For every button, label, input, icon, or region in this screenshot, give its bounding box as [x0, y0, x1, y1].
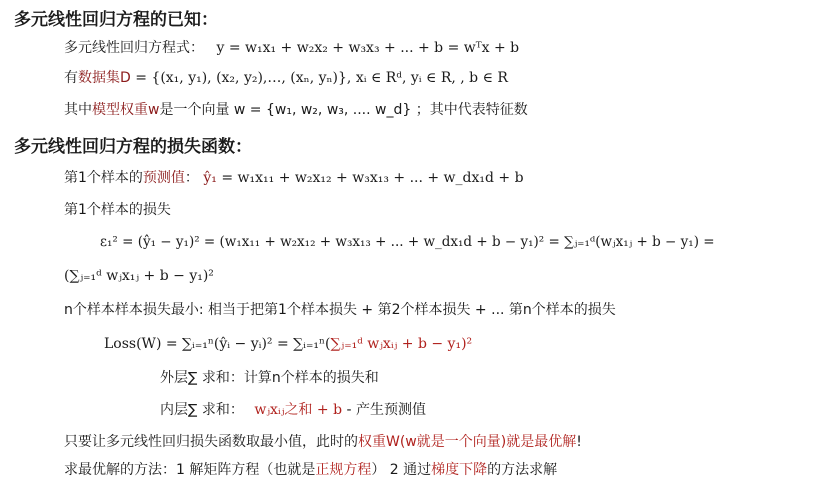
method-normal-equation: 正规方程	[315, 462, 372, 478]
goal-prefix: 只要让多元线性回归损失函数取最小值，此时的	[64, 434, 358, 450]
loss-formula-inner: ∑ⱼ₌₁ᵈ wⱼxᵢⱼ + b − y₁)²	[330, 336, 473, 352]
regression-formula: y = w₁x₁ + w₂x₂ + w₃x₃ + ... + b = wᵀx + b	[216, 40, 520, 56]
dataset-prefix: 有	[64, 70, 78, 86]
epsilon-continuation: (∑ⱼ₌₁ᵈ wⱼx₁ⱼ + b − y₁)²	[64, 268, 214, 284]
sample1-loss-label: 第1个样本的损失	[64, 202, 171, 218]
inner-sum-label: 内层∑ 求和：	[160, 402, 244, 418]
weight-line	[64, 100, 528, 120]
weight-term: 模型权重w	[92, 102, 160, 118]
dataset-line	[64, 68, 508, 88]
prediction-yhat: ŷ₁	[203, 170, 217, 186]
method-line	[64, 460, 557, 480]
dataset-term: 数据集D	[78, 70, 131, 86]
formula-line	[64, 38, 519, 58]
prediction-line	[64, 168, 524, 188]
weight-definition: 是一个向量 w = {w₁, w₂, w₃, .... w_d} ；其中代表特征数	[159, 102, 528, 118]
epsilon-formula: ε₁² = (ŷ₁ − y₁)² = (w₁x₁₁ + w₂x₁₂ + w₃x₁₃ + ... + w_dx₁d + b − y₁)² = ∑ⱼ₌₁ᵈ(wⱼx₁ⱼ + b − y₁) =	[100, 234, 715, 250]
prediction-prefix: 第1个样本的	[64, 170, 143, 186]
method-suffix: 的方法求解	[487, 462, 558, 478]
formula-label: 多元线性回归方程式：	[64, 40, 204, 56]
prediction-term: 预测值	[142, 170, 185, 186]
goal-line	[64, 432, 582, 452]
goal-highlight: 权重W(w就是一个向量)就是最优解	[358, 434, 577, 450]
method-prefix: 求最优解的方法：1 解矩阵方程（也就是	[64, 462, 316, 478]
heading-known: 多元线性回归方程的已知：	[14, 10, 218, 30]
goal-suffix: !	[576, 434, 582, 450]
loss-function-line	[104, 334, 472, 354]
weight-prefix: 其中	[64, 102, 92, 118]
loss-formula: Loss(W) = ∑ᵢ₌₁ⁿ(ŷᵢ − yᵢ)² = ∑ᵢ₌₁ⁿ(	[104, 336, 331, 352]
method-middle: ） 2 通过	[371, 462, 432, 478]
inner-sum-description: - 产生预测值	[342, 402, 426, 418]
prediction-formula: = w₁x₁₁ + w₂x₁₂ + w₃x₁₃ + ... + w_dx₁d + b	[216, 170, 524, 186]
dataset-definition: = {(x₁, y₁), (x₂, y₂),…, (xₙ, yₙ)}, xᵢ ∈ Rᵈ, yᵢ ∈ R, , b ∈ R	[130, 70, 508, 86]
method-gradient-descent: 梯度下降	[431, 462, 488, 478]
n-sample-loss-text: n个样本样本损失最小: 相当于把第1个样本损失 + 第2个样本损失 + ... 第n个样本的损失	[64, 302, 616, 318]
inner-sum-expression: wⱼxᵢⱼ之和 + b	[254, 402, 343, 418]
outer-sum-line: 外层∑ 求和：计算n个样本的损失和	[160, 370, 379, 386]
prediction-colon: ：	[184, 170, 199, 186]
inner-sum-line	[160, 400, 426, 420]
heading-loss: 多元线性回归方程的损失函数：	[14, 137, 252, 157]
